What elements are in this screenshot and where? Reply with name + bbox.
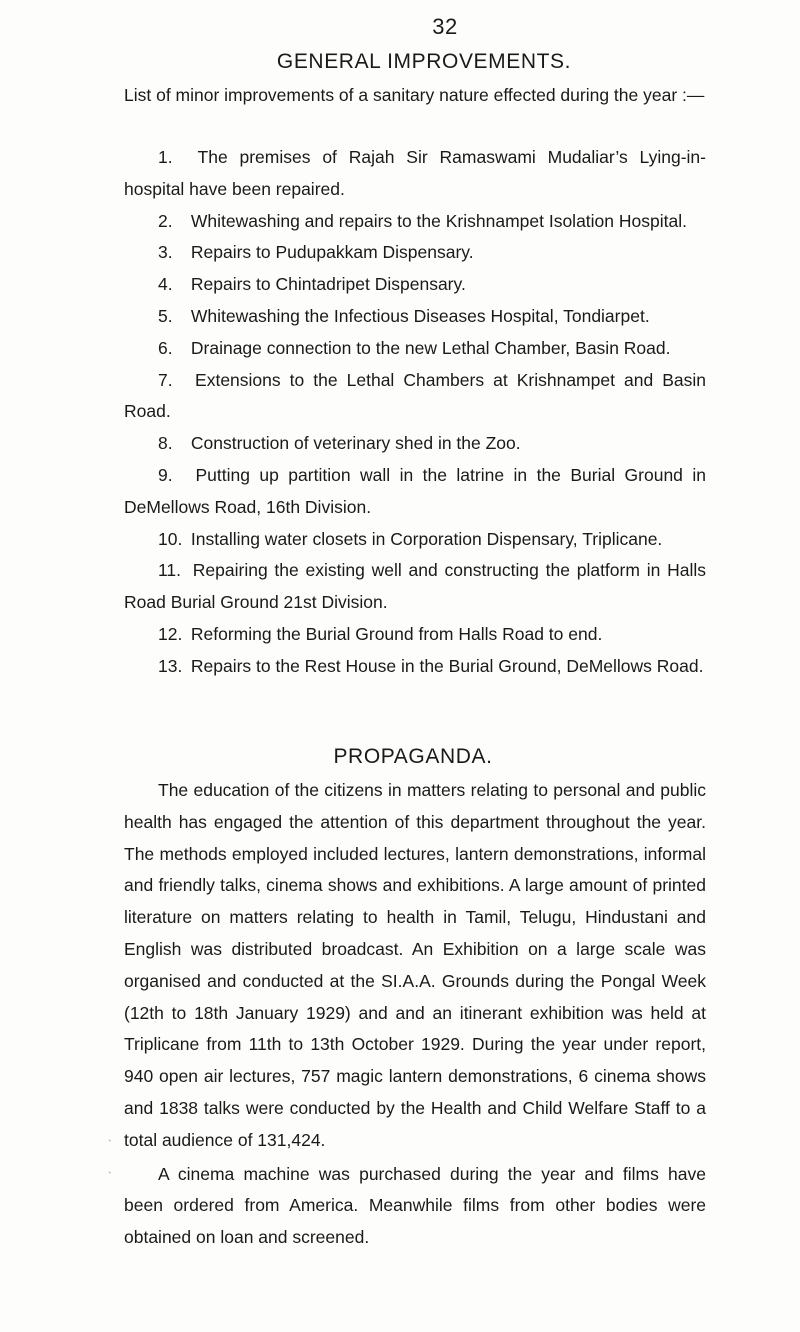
list-item: 2. Whitewashing and repairs to the Krishnampet Isolation Hospital. xyxy=(158,210,687,231)
list-item: 13. Repairs to the Rest House in the Burial Ground, DeMellows Road. xyxy=(158,655,704,676)
intro-text: List of minor improvements of a sanitary nature effected during the year :— xyxy=(124,85,705,105)
list-item: 8. Construction of veterinary shed in the Zoo. xyxy=(158,433,521,454)
list-item: 3. Repairs to Pudupakkam Dispensary. xyxy=(158,242,474,263)
list-item: 1. The premises of Rajah Sir Ramaswami Mudaliar’s Lying-in-hospital have been repaired. xyxy=(124,147,706,199)
propaganda-body xyxy=(124,775,706,1254)
list-item: 4. Repairs to Chintadripet Dispensary. xyxy=(158,274,466,295)
improvements-list xyxy=(124,142,706,683)
list-item: 7. Extensions to the Lethal Chambers at Krishnampet and Basin Road. xyxy=(124,369,706,422)
margin-mark: ˴ xyxy=(108,1134,112,1146)
list-item: 10. Installing water closets in Corporation Dispensary, Triplicane. xyxy=(158,528,663,549)
propaganda-paragraph: A cinema machine was purchased during the year and films have been ordered from America. Meanwhile films from other bodies were obtained on loan and screened. xyxy=(124,1163,706,1248)
section-heading-propaganda: PROPAGANDA. xyxy=(333,745,493,768)
list-item: 6. Drainage connection to the new Lethal Chamber, Basin Road. xyxy=(158,337,671,358)
list-intro xyxy=(124,80,706,112)
section-heading-general-improvements: GENERAL IMPROVEMENTS. xyxy=(276,50,572,73)
propaganda-paragraph: The education of the citizens in matters relating to personal and public health has engaged the attention of this department throughout the year. The methods employed included lectures, lantern demonstrations, informal and friendly talks, cinema shows and exhibitions. A large amount of printed literature on matters relating to health in Tamil, Telugu, Hindustani and English was distributed broadcast. An Exhibition on a large scale was organised and conducted at the SI.A.A. Grounds during the Pongal Week (12th to 18th January 1929) and and an itinerant exhibition was held at Triplicane from 11th to 13th October 1929. During the year under report, 940 open air lectures, 757 magic lantern demonstrations, 6 cinema shows and 1838 talks were conducted by the Health and Child Welfare Staff to a total audience of 131,424. xyxy=(124,780,706,1150)
list-item: 5. Whitewashing the Infectious Diseases Hospital, Tondiarpet. xyxy=(158,305,650,326)
page-number: 32 xyxy=(432,14,458,39)
margin-mark: ˴ xyxy=(108,1166,112,1178)
list-item: 11. Repairing the existing well and constructing the platform in Halls Road Burial Ground 21st Division. xyxy=(124,560,706,613)
list-item: 12. Reforming the Burial Ground from Halls Road to end. xyxy=(158,623,603,644)
list-item: 9. Putting up partition wall in the latrine in the Burial Ground in DeMellows Road, 16th Division. xyxy=(124,464,706,517)
